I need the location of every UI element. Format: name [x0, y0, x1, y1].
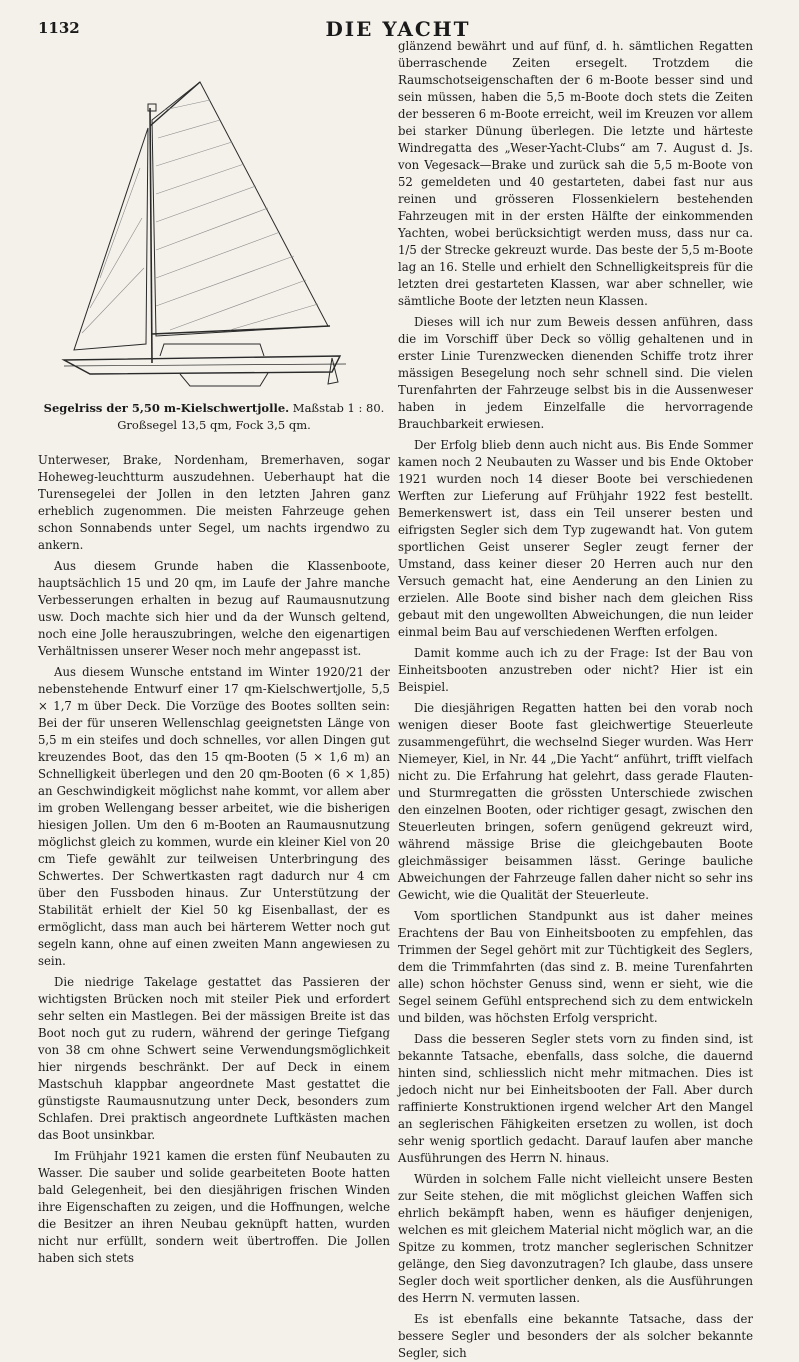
paragraph: Würden in solchem Falle nicht vielleicht unsere Besten zur Seite stehen, die mit möglichst gleichen Waffen sich ehrlich bekämpft haben, wenn es häufiger denjenigen, welchen es mit gleichem Material nicht möglich war, an die Spitze zu kommen, trotz mancher seglerischen Schnitzer gelänge, den Sieg davonzutragen? Ich glaube, dass unsere Segler doch weit sportlicher denken, als die Ausführungen des Herrn N. vermuten lassen. [398, 1172, 753, 1305]
paragraph: Unterweser, Brake, Nordenham, Bremerhaven, sogar Hoheweg-leuchtturm auszudehnen. Ueberhaupt hat die Turensegelei der Jollen in den letzten Jahren ganz erheblich zugenommen. Die meisten Fahrzeuge gehen schon Sonnabends unter Segel, um nachts irgendwo zu ankern. [38, 453, 390, 552]
paragraph: Damit komme auch ich zu der Frage: Ist der Bau von Einheitsbooten anzustreben oder nicht? Hier ist ein Beispiel. [398, 646, 753, 694]
jib-outline [74, 128, 148, 350]
keel [180, 373, 268, 386]
masthead-flag [148, 104, 156, 111]
paragraph: Die diesjährigen Regatten hatten bei den vorab noch wenigen dieser Boote fast gleichwertige Steuerleute zusammengeführt, die wechselnd Sieger wurden. Was Herr Niemeyer, Kiel, in Nr. 44 „Die Yacht“ anführt, trifft vielfach nicht zu. Die Erfahrung hat gelehrt, dass gerade Flauten- und Sturmregatten die grössten Unterschiede zwischen den einzelnen Booten, oder richtiger gesagt, zwischen den Steuerleuten bringen, sofern genügend gekreuzt wird, während mässige Brise die gleichgebauten Boote gleichmässiger beisammen lässt. Geringe bauliche Abweichungen der Fahrzeuge fallen daher nicht so sehr ins Gewicht, wie die Qualität der Steuerleute. [398, 701, 753, 902]
right-column [398, 38, 753, 1362]
mast [150, 108, 152, 363]
paragraph: glänzend bewährt und auf fünf, d. h. sämtlichen Regatten überraschende Zeiten ersegelt. Trotzdem die Raumschotseigenschaften der 6 m-Boote besser sind und sein müssen, haben die 5,5 m-Boote doch stets die Zeiten der besseren 6 m-Boote erreicht, weil im Kreuzen vor allem bei starker Dünung überlegen. Die letzte und härteste Windregatta des „Weser-Yacht-Clubs“ am 7. August d. Js. von Vegesack—Brake und zurück sah die 5,5 m-Boote von 52 gemeldeten und 40 gestarteten, dabei fast nur aus reinen und grösseren Flossenkielern bestehenden Fahrzeugen mit in der ersten Hälfte der einkommenden Yachten, wobei berücksichtigt werden muss, dass nur ca. 1/5 der Strecke gekreuzt wurde. Das beste der 5,5 m-Boote lag an 16. Stelle und erhielt den Schnelligkeitspreis für die letzten drei gestarteten Klassen, war aber schneller, wie sämtliche Boote der letzten neun Klassen. [398, 39, 753, 308]
sail-plan-drawing [60, 68, 370, 393]
paragraph: Dieses will ich nur zum Beweis dessen anführen, dass die im Vorschiff über Deck so völlig gehaltenen und in erster Linie Turenzwecken dienenden Schiffe trotz ihrer mässigen Besegelung noch sehr schnell sind. Die vielen Turenfahrten der Fahrzeuge selbst bis in die Aussenweser haben in jedem Einzelfalle die hervorragende Brauchbarkeit erwiesen. [398, 315, 753, 431]
left-column [38, 452, 390, 1267]
caption-sail-areas: Großsegel 13,5 qm, Fock 3,5 qm. [117, 418, 311, 432]
waterline [64, 364, 346, 366]
caption-title: Segelriss der 5,50 m-Kielschwertjolle. [43, 401, 290, 415]
paragraph: Der Erfolg blieb denn auch nicht aus. Bis Ende Sommer kamen noch 2 Neubauten zu Wasser und bis Ende Oktober 1921 wurden noch 14 dieser Boote bei verschiedenen Werften zur Lieferung auf Frühjahr 1922 fest bestellt. Bemerkenswert ist, dass ein Teil unserer besten und eifrigsten Segler sich dem Typ zugewandt hat. Von gutem sportlichen Geist unserer Segler zeugt ferner der Umstand, dass keiner dieser 20 Herren auch nur den Versuch gemacht hat, eine Aenderung an den Linien zu erzielen. Alle Boote sind bisher nach dem gleichen Riss gebaut mit den ungewollten Abweichungen, die nun leider einmal beim Bau auf verschiedenen Werften erfolgen. [398, 438, 753, 639]
cabin [160, 344, 264, 356]
journal-title: DIE YACHT [325, 17, 471, 41]
paragraph: Dass die besseren Segler stets vorn zu finden sind, ist bekannte Tatsache, ebenfalls, dass solche, die dauernd hinten sind, schliesslich nicht mehr mitmachen. Dies ist jedoch nicht nur bei Einheitsbooten der Fall. Aber durch raffinierte Konstruktionen irgend welcher Art den Mangel an seglerischen Fähigkeiten ersetzen zu wollen, ist doch sehr wenig sportlich gedacht. Darauf laufen aber manche Ausführungen des Herrn N. hinaus. [398, 1032, 753, 1165]
paragraph: Im Frühjahr 1921 kamen die ersten fünf Neubauten zu Wasser. Die sauber und solide gearbeiteten Boote hatten bald Gelegenheit, bei den diesjährigen frischen Winden ihre Eigenschaften zu zeigen, und die Hoffnungen, welche die Besitzer an ihren Neubau geknüpft hatten, wurden nicht nur erfüllt, sondern weit übertroffen. Die Jollen haben sich stets [38, 1149, 390, 1265]
boom [152, 326, 330, 334]
paragraph: Es ist ebenfalls eine bekannte Tatsache, dass der bessere Segler und besonders der als solcher bekannte Segler, sich [398, 1312, 753, 1360]
page-number: 1132 [38, 19, 80, 37]
paragraph: Vom sportlichen Standpunkt aus ist daher meines Erachtens der Bau von Einheitsbooten zu empfehlen, das Trimmen der Segel gehört mit zur Tüchtigkeit des Seglers, dem die Trimmfahrten (das sind z. B. meine Turenfahrten alle) schon höchster Genuss sind, wenn er sieht, wie die Segel seinem Gefühl entsprechend sich zu dem entwickeln und bilden, was höchsten Erfolg verspricht. [398, 909, 753, 1025]
paragraph: Die niedrige Takelage gestattet das Passieren der wichtigsten Brücken noch mit steiler Piek und erfordert sehr selten ein Mastlegen. Bei der mässigen Breite ist das Boot noch gut zu rudern, während der geringe Tiefgang von 38 cm ohne Schwert seine Verwendungsmöglichkeit hier nirgends beschränkt. Der auf Deck in einem Mastschuh klappbar angeordnete Mast gestattet die günstigste Raumausnutzung unter Deck, besonders zum Schlafen. Drei praktisch angeordnete Luftkästen machen das Boot unsinkbar. [38, 975, 390, 1142]
figure-caption [38, 400, 390, 434]
sail-seams [82, 100, 318, 333]
page-header [38, 17, 758, 39]
paragraph: Aus diesem Grunde haben die Klassenboote, hauptsächlich 15 und 20 qm, im Laufe der Jahre manche Verbesserungen erhalten in bezug auf Raumausnutzung usw. Doch machte sich hier und da der Wunsch geltend, noch eine Jolle herauszubringen, welche den eigenartigen Verhältnissen unserer Weser noch mehr angepasst ist. [38, 559, 390, 658]
paragraph: Aus diesem Wunsche entstand im Winter 1920/21 der nebenstehende Entwurf einer 17 qm-Kielschwertjolle, 5,5 × 1,7 m über Deck. Die Vorzüge des Bootes sollten sein: Bei der für unseren Wellenschlag geeignetsten Länge von 5,5 m ein steifes und doch schnelles, vor allen Dingen gut kreuzendes Boot, das den 15 qm-Booten (5 × 1,6 m) an Schnelligkeit überlegen und den 20 qm-Booten (6 × 1,85) an Geschwindigkeit möglichst nahe kommt, vor allem aber im groben Wellengang besser arbeitet, wie die bisherigen hiesigen Jollen. Um den 6 m-Booten an Raumausnutzung möglichst gleich zu kommen, wurde ein kleiner Kiel von 20 cm Tiefe gewählt zur teilweisen Unterbringung des Schwertes. Der Schwertkasten ragt dadurch nur 4 cm über den Fussboden hinaus. Zur Unterstützung der Stabilität erhielt der Kiel 50 kg Eisenballast, der es ermöglicht, dass man auch bei härterem Wetter noch gut segeln kann, ohne auf einen zweiten Mann angewiesen zu sein. [38, 665, 390, 968]
caption-scale: Maßstab 1 : 80. [292, 401, 385, 415]
